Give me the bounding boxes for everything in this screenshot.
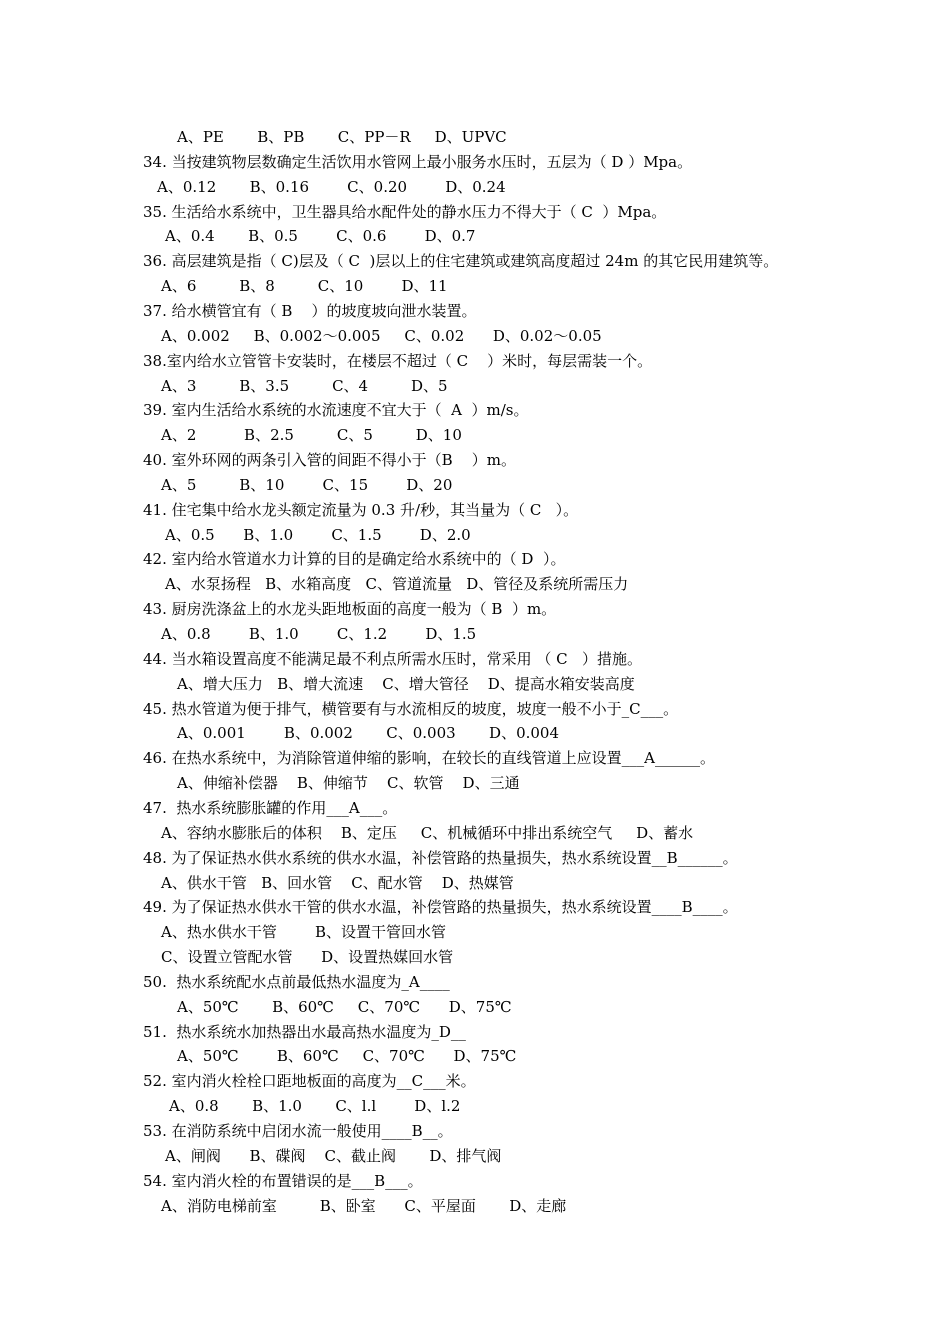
answer-options-line: A、0.8 B、1.0 C、l.l D、l.2 [169, 1097, 461, 1116]
answer-options-line: A、闸阀 B、碟阀 C、截止阀 D、排气阀 [165, 1146, 502, 1165]
question-line: 37. 给水横管宜有（ B ）的坡度坡向泄水装置。 [143, 301, 477, 320]
question-line: 34. 当按建筑物层数确定生活饮用水管网上最小服务水压时，五层为（ D ）Mpa。 [143, 152, 693, 171]
question-line: 39. 室内生活给水系统的水流速度不宜大于（ A ）m/s。 [143, 401, 529, 420]
question-line: 42. 室内给水管道水力计算的目的是确定给水系统中的（ D ）。 [143, 550, 566, 569]
answer-options-line: A、6 B、8 C、10 D、11 [161, 277, 448, 296]
question-line: 36. 高层建筑是指（ C)层及（ C )层以上的住宅建筑或建筑高度超过 24m 的其它民用建筑等。 [143, 252, 779, 271]
question-line: 45. 热水管道为便于排气，横管要有与水流相反的坡度，坡度一般不小于_C___。 [143, 699, 679, 718]
answer-options-line: A、3 B、3.5 C、4 D、5 [161, 376, 448, 395]
question-line: 40. 室外环网的两条引入管的间距不得小于（B ）m。 [143, 451, 516, 470]
question-line: 47. 热水系统膨胀罐的作用___A___。 [143, 798, 398, 817]
answer-options-line: A、0.5 B、1.0 C、1.5 D、2.0 [165, 525, 471, 544]
answer-options-line: A、PE B、PB C、PP－R D、UPVC [177, 128, 507, 146]
question-line: 51. 热水系统水加热器出水最高热水温度为_D__ [143, 1022, 466, 1041]
answer-options-line: C、设置立管配水管 D、设置热媒回水管 [161, 948, 454, 967]
question-line: 38.室内给水立管管卡安装时，在楼层不超过（ C ）米时，每层需装一个。 [143, 351, 653, 370]
answer-options-line: A、热水供水干管 B、设置干管回水管 [161, 923, 447, 942]
answer-options-line: A、0.002 B、0.002～0.005 C、0.02 D、0.02～0.05 [161, 326, 602, 345]
answer-options-line: A、0.12 B、0.16 C、0.20 D、0.24 [157, 177, 506, 196]
question-line: 53. 在消防系统中启闭水流一般使用____B__。 [143, 1122, 453, 1140]
question-line: 41. 住宅集中给水龙头额定流量为 0.3 升/秒，其当量为（ C ）。 [143, 500, 579, 519]
question-line: 46. 在热水系统中，为消除管道伸缩的影响，在较长的直线管道上应设置___A______。 [143, 749, 715, 768]
answer-options-line: A、50℃ B、60℃ C、70℃ D、75℃ [177, 1047, 517, 1066]
answer-options-line: A、增大压力 B、增大流速 C、增大管径 D、提高水箱安装高度 [177, 674, 635, 693]
answer-options-line: A、供水干管 B、回水管 C、配水管 D、热媒管 [161, 873, 514, 892]
answer-options-line: A、消防电梯前室 B、卧室 C、平屋面 D、走廊 [161, 1196, 567, 1215]
question-line: 44. 当水箱设置高度不能满足最不利点所需水压时，常采用 （ C ）措施。 [143, 649, 642, 668]
answer-options-line: A、容纳水膨胀后的体积 B、定压 C、机械循环中排出系统空气 D、蓄水 [161, 823, 694, 842]
answer-options-line: A、5 B、10 C、15 D、20 [161, 475, 453, 494]
answer-options-line: A、0.001 B、0.002 C、0.003 D、0.004 [177, 724, 560, 743]
answer-options-line: A、2 B、2.5 C、5 D、10 [161, 426, 462, 445]
answer-options-line: A、0.8 B、1.0 C、1.2 D、1.5 [161, 625, 477, 643]
question-line: 52. 室内消火栓栓口距地板面的高度为__C___米。 [143, 1072, 476, 1091]
question-line: 54. 室内消火栓的布置错误的是___B___。 [143, 1171, 423, 1190]
answer-options-line: A、0.4 B、0.5 C、0.6 D、0.7 [165, 227, 476, 246]
question-line: 48. 为了保证热水供水系统的供水水温，补偿管路的热量损失，热水系统设置__B______。 [143, 848, 738, 867]
answer-options-line: A、50℃ B、60℃ C、70℃ D、75℃ [177, 997, 512, 1016]
answer-options-line: A、水泵扬程 B、水箱高度 C、管道流量 D、管径及系统所需压力 [165, 575, 629, 594]
question-line: 50. 热水系统配水点前最低热水温度为_A____ [143, 972, 450, 991]
question-line: 43. 厨房洗涤盆上的水龙头距地板面的高度一般为（ B ）m。 [143, 600, 557, 619]
question-line: 35. 生活给水系统中，卫生器具给水配件处的静水压力不得大于（ C ）Mpa。 [143, 202, 667, 221]
question-line: 49. 为了保证热水供水干管的供水水温，补偿管路的热量损失，热水系统设置____B____。 [143, 898, 738, 917]
answer-options-line: A、伸缩补偿器 B、伸缩节 C、软管 D、三通 [177, 774, 520, 793]
